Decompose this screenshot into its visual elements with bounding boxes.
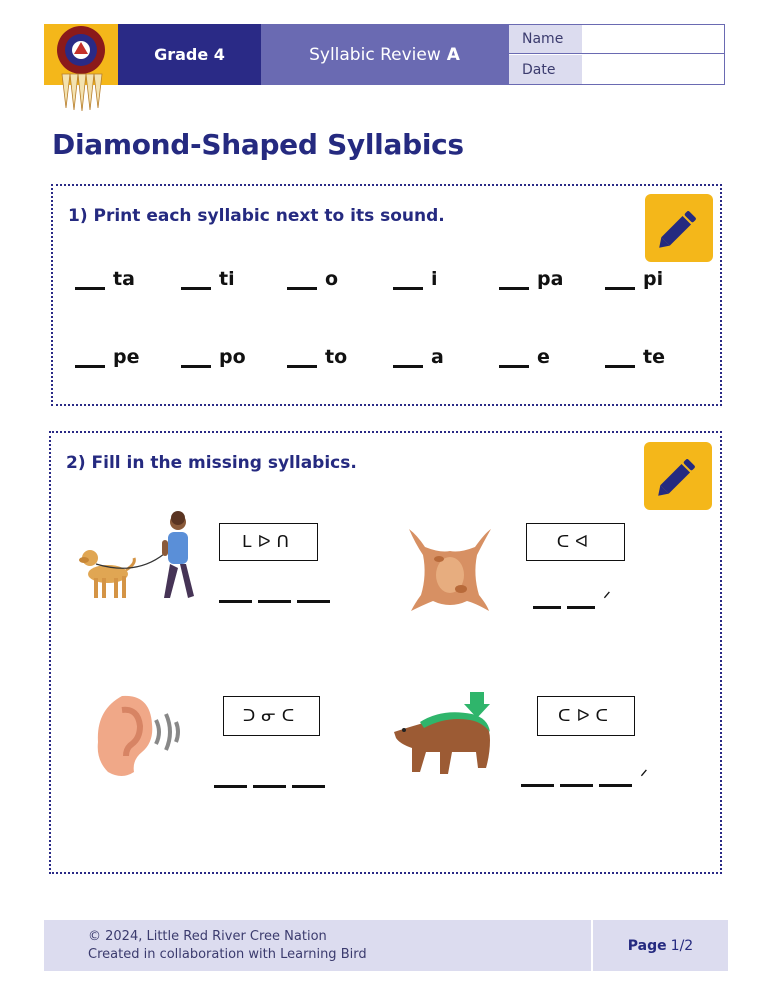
sound-item[interactable]: pe <box>75 346 140 368</box>
sound-item[interactable]: e <box>499 346 550 368</box>
syllabics-box: ᑕᐊ <box>526 523 625 561</box>
date-label: Date <box>509 55 582 84</box>
footer <box>44 920 728 971</box>
worksheet-title <box>261 24 508 85</box>
grade-label: Grade 4 <box>118 24 261 85</box>
syllabic-ending: ᐟ <box>603 588 612 610</box>
sound-item[interactable]: po <box>181 346 246 368</box>
person-walking-dog-image <box>76 506 206 606</box>
name-label: Name <box>509 25 582 53</box>
ear-listening-image <box>92 690 192 780</box>
syllabic-ending: ᐟ <box>640 766 649 788</box>
sound-item[interactable]: o <box>287 268 338 290</box>
answer-blanks[interactable] <box>214 785 325 788</box>
page-title: Diamond-Shaped Syllabics <box>52 128 464 161</box>
name-date-table <box>508 24 725 85</box>
section-2-question: 2) Fill in the missing syllabics. <box>66 453 357 473</box>
page-number: 1/2 <box>670 937 694 954</box>
credit-text: Created in collaboration with Learning Bird <box>88 947 367 962</box>
nation-logo <box>44 16 119 111</box>
page-indicator <box>593 920 728 971</box>
answer-blanks[interactable] <box>521 768 648 787</box>
sound-item[interactable]: pa <box>499 268 563 290</box>
answer-blanks[interactable] <box>219 600 330 603</box>
syllabics-box: ᒪᐅᑎ <box>219 523 318 561</box>
syllabics-box: ᑐᓂᑕ <box>223 696 320 736</box>
worksheet-title-text: Syllabic Review <box>309 44 441 65</box>
animal-hide-image <box>405 525 495 613</box>
sound-item[interactable]: ta <box>75 268 135 290</box>
section-1-question: 1) Print each syllabic next to its sound. <box>68 206 445 226</box>
syllabics-box: ᑕᐅᑕ <box>537 696 635 736</box>
section-2-box <box>49 431 722 874</box>
answer-blanks[interactable] <box>533 590 611 609</box>
name-row <box>509 25 724 54</box>
sound-item[interactable]: te <box>605 346 665 368</box>
page-label: Page <box>627 937 667 954</box>
date-field[interactable] <box>582 55 724 84</box>
name-field[interactable] <box>582 25 724 53</box>
sound-item[interactable]: i <box>393 268 438 290</box>
sound-item[interactable]: pi <box>605 268 663 290</box>
worksheet-version: A <box>446 44 460 65</box>
sound-item[interactable]: a <box>393 346 444 368</box>
pencil-icon <box>644 442 712 510</box>
bear-image <box>390 688 500 784</box>
sound-item[interactable]: to <box>287 346 347 368</box>
pencil-icon <box>645 194 713 262</box>
footer-credits <box>88 928 367 964</box>
copyright-text: © 2024, Little Red River Cree Nation <box>88 929 327 944</box>
date-row <box>509 55 724 84</box>
sound-item[interactable]: ti <box>181 268 235 290</box>
